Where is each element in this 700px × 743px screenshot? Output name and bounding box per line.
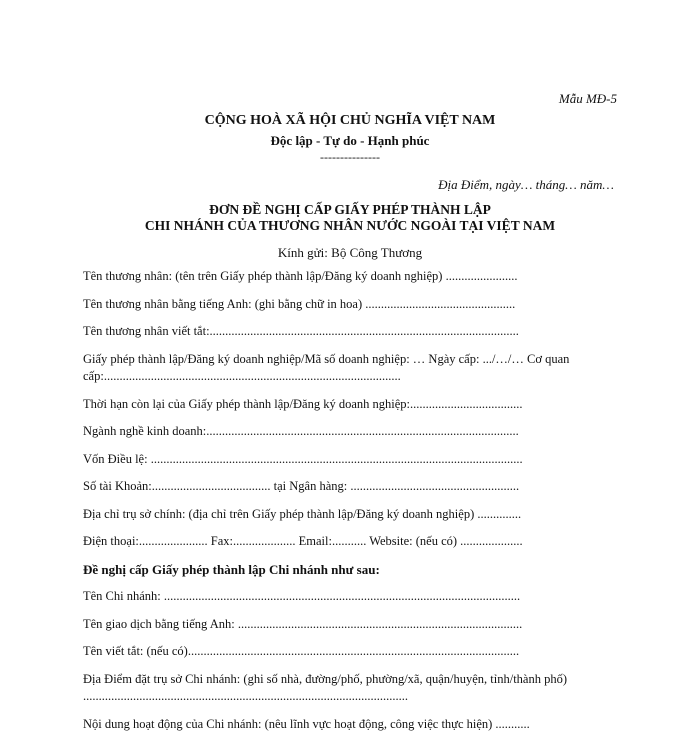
field-license-remaining-term: Thời hạn còn lại của Giấy phép thành lập/Đăng ký doanh nghiệp:.................................... — [83, 396, 623, 424]
field-merchant-name-english: Tên thương nhân bằng tiếng Anh: (ghi bằng chữ in hoa) ................................................ — [83, 296, 623, 324]
form-fields — [83, 268, 623, 743]
section-heading-branch: Đề nghị cấp Giấy phép thành lập Chi nhánh như sau: — [83, 561, 623, 589]
field-head-office-address: Địa chỉ trụ sở chính: (địa chỉ trên Giấy phép thành lập/Đăng ký doanh nghiệp) .............. — [83, 506, 623, 534]
national-motto: Độc lập - Tự do - Hạnh phúc — [0, 133, 700, 149]
document-title-line1: ĐƠN ĐỀ NGHỊ CẤP GIẤY PHÉP THÀNH LẬP — [0, 202, 700, 218]
field-contact-info: Điện thoại:...................... Fax:.................... Email:........... Website: (nếu có) .................... — [83, 533, 623, 561]
national-header: CỘNG HOÀ XÃ HỘI CHỦ NGHĨA VIỆT NAM — [0, 113, 700, 129]
field-branch-activities: Nội dung hoạt động của Chi nhánh: (nêu lĩnh vực hoạt động, công việc thực hiện) ........... — [83, 716, 623, 743]
place-date: Địa Điểm, ngày… tháng… năm… — [438, 177, 614, 193]
field-branch-name: Tên Chi nhánh: .................................................................................................................. — [83, 588, 623, 616]
field-license-info: Giấy phép thành lập/Đăng ký doanh nghiệp/Mã số doanh nghiệp: … Ngày cấp: .../…/… Cơ quan cấp:............................................................................................... — [83, 351, 623, 396]
field-branch-abbreviation: Tên viết tắt: (nếu có).......................................................................................................... — [83, 643, 623, 671]
field-business-lines: Ngành nghề kinh doanh:.................................................................................................... — [83, 423, 623, 451]
header-divider: --------------- — [0, 150, 700, 165]
recipient: Kính gửi: Bộ Công Thương — [0, 245, 700, 261]
document-title-line2: CHI NHÁNH CỦA THƯƠNG NHÂN NƯỚC NGOÀI TẠI VIỆT NAM — [0, 218, 700, 234]
field-bank-account: Số tài Khoản:...................................... tại Ngân hàng: ...................................................... — [83, 478, 623, 506]
form-code: Mẫu MĐ-5 — [559, 91, 617, 107]
field-charter-capital: Vốn Điều lệ: ....................................................................................................................... — [83, 451, 623, 479]
field-branch-address: Địa Điểm đặt trụ sở Chi nhánh: (ghi số nhà, đường/phố, phường/xã, quận/huyện, tỉnh/thành phố) ........................................................................................................ — [83, 671, 623, 716]
field-branch-name-english: Tên giao dịch bằng tiếng Anh: ........................................................................................... — [83, 616, 623, 644]
field-merchant-abbreviation: Tên thương nhân viết tắt:................................................................................................... — [83, 323, 623, 351]
field-merchant-name: Tên thương nhân: (tên trên Giấy phép thành lập/Đăng ký doanh nghiệp) ....................... — [83, 268, 623, 296]
